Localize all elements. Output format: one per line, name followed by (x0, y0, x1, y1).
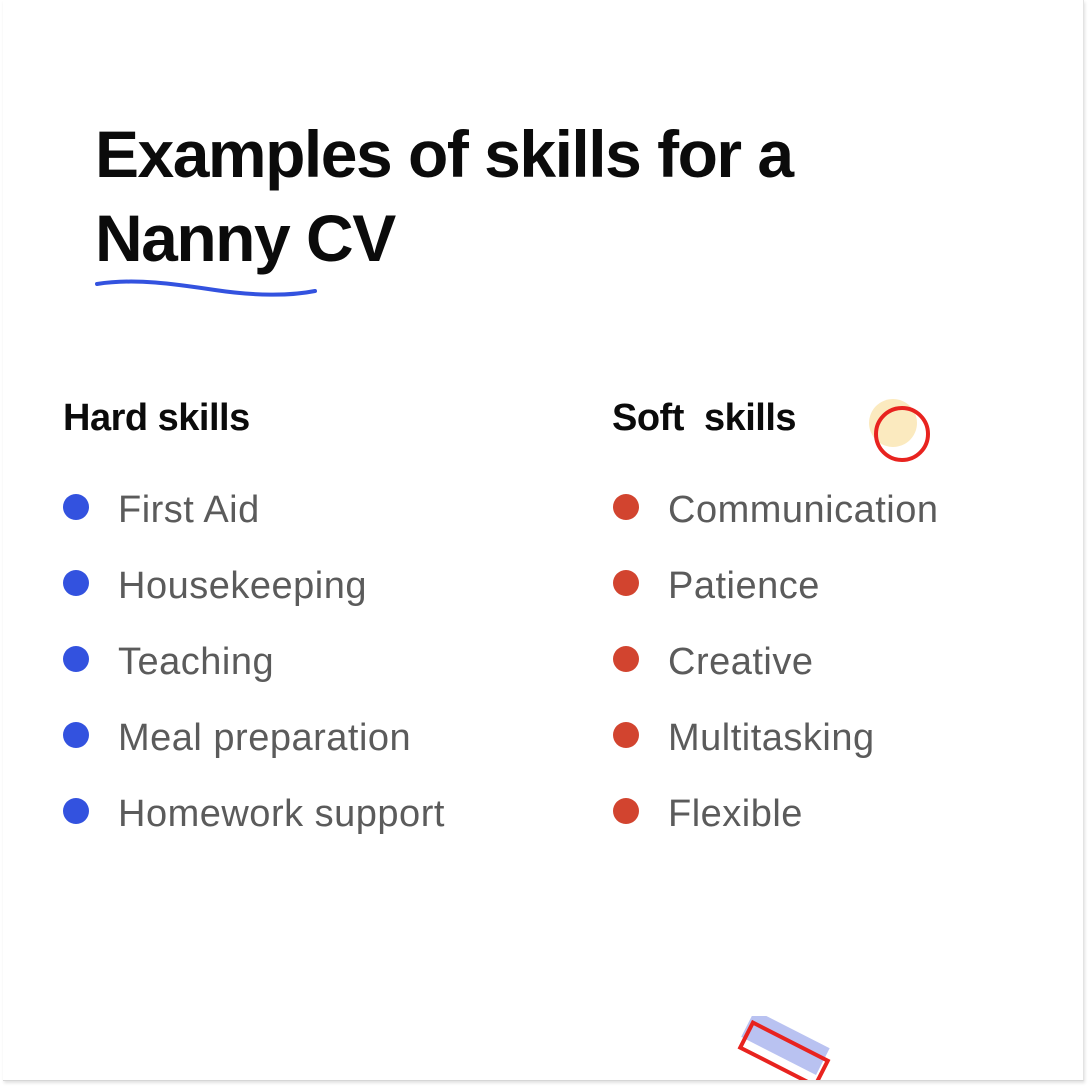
cursor-highlight-icon (865, 398, 935, 468)
soft-skill-item (613, 712, 939, 788)
title-underline-decoration (95, 276, 325, 306)
hard-skill-item (63, 484, 445, 560)
soft-skill-item (613, 636, 939, 712)
soft-skill-label: Multitasking (668, 717, 875, 759)
skills-card (3, 0, 1084, 1081)
hard-skill-item (63, 636, 445, 712)
blue-bullet-icon (63, 570, 89, 596)
page-title (95, 112, 793, 280)
red-bullet-icon (613, 494, 639, 520)
blue-bullet-icon (63, 494, 89, 520)
soft-skill-label: Creative (668, 641, 814, 683)
hard-skill-label: Housekeeping (118, 565, 367, 607)
hard-skill-item (63, 560, 445, 636)
red-bullet-icon (613, 722, 639, 748)
red-bullet-icon (613, 646, 639, 672)
hard-skill-item (63, 788, 445, 864)
soft-skills-heading: Soft skills (612, 397, 797, 439)
soft-skills-list (613, 484, 939, 864)
soft-skill-item (613, 788, 939, 864)
soft-skill-label: Communication (668, 489, 939, 531)
hard-skill-label: Teaching (118, 641, 275, 683)
hard-skills-list (63, 484, 445, 864)
soft-skill-item (613, 484, 939, 560)
red-bullet-icon (613, 798, 639, 824)
red-bullet-icon (613, 570, 639, 596)
hard-skill-label: Meal preparation (118, 717, 412, 759)
hard-skills-heading: Hard skills (63, 397, 250, 439)
soft-skill-label: Flexible (668, 793, 803, 835)
title-line-2: Nanny CV (95, 201, 395, 275)
blue-bullet-icon (63, 646, 89, 672)
hard-skill-item (63, 712, 445, 788)
title-line-1: Examples of skills for a (95, 117, 793, 191)
selection-rectangle-icon (725, 1016, 835, 1081)
soft-skill-item (613, 560, 939, 636)
blue-bullet-icon (63, 798, 89, 824)
hard-skill-label: Homework support (118, 793, 445, 835)
soft-skill-label: Patience (668, 565, 820, 607)
blue-bullet-icon (63, 722, 89, 748)
hard-skill-label: First Aid (118, 489, 260, 531)
